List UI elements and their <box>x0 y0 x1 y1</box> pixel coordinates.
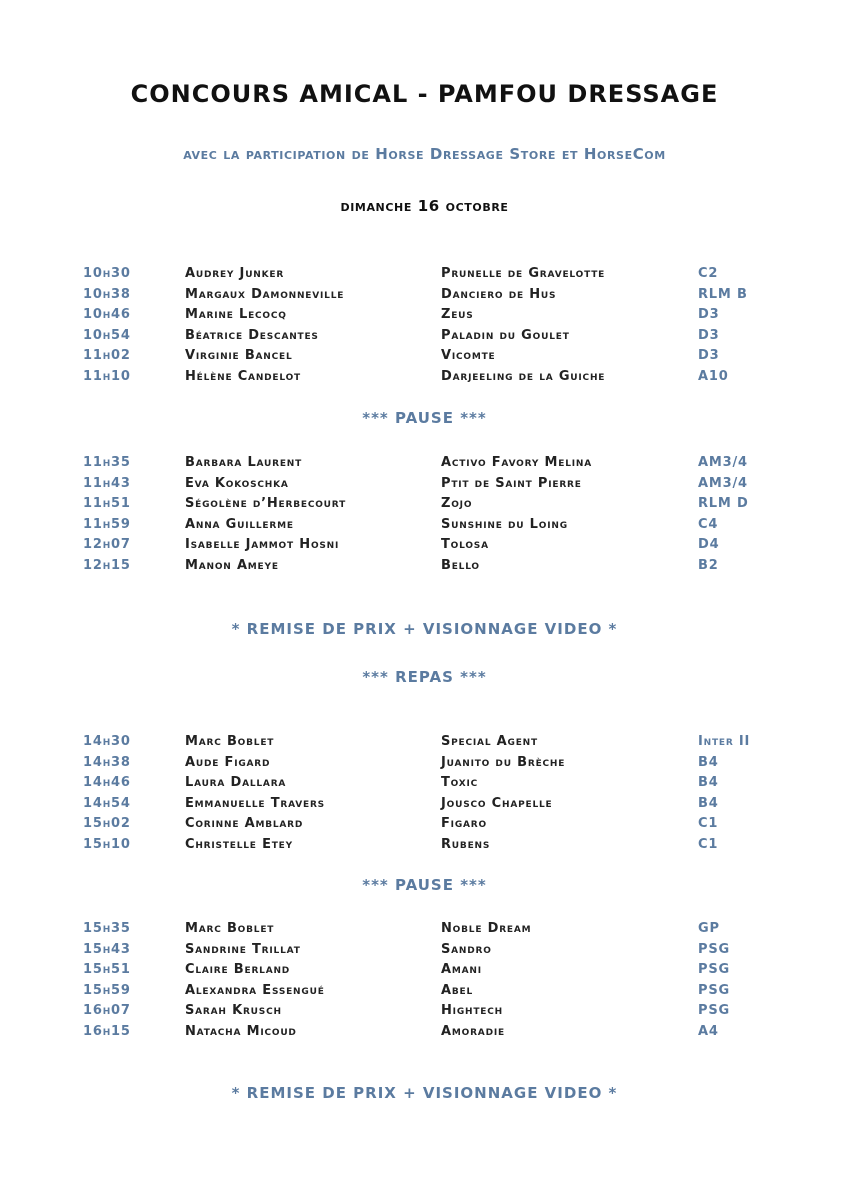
horse-name: Tolosa <box>441 537 489 552</box>
event-date: dimanche 16 octobre <box>340 197 509 215</box>
schedule-row <box>0 264 849 284</box>
prize-ceremony-separator: * REMISE DE PRIX + VISIONNAGE VIDEO * <box>231 620 618 638</box>
schedule-row <box>0 773 849 793</box>
rider-name: Marine Lecocq <box>185 307 287 322</box>
horse-name: Abel <box>441 982 474 998</box>
start-time: 12h15 <box>83 557 131 573</box>
horse-name: Danciero de Hus <box>441 286 557 302</box>
rider-name: Aude Figard <box>185 754 271 770</box>
page-title: CONCOURS AMICAL - PAMFOU DRESSAGE <box>130 80 719 108</box>
schedule-row <box>0 474 849 494</box>
start-time: 16h15 <box>83 1023 131 1039</box>
start-time: 15h43 <box>83 941 131 957</box>
schedule-row <box>0 285 849 305</box>
test-level: Inter II <box>698 734 751 749</box>
rider-name: Claire Berland <box>185 962 291 977</box>
test-level: D3 <box>698 348 720 363</box>
schedule-row <box>0 940 849 960</box>
horse-name: Activo Favory Melina <box>441 455 592 470</box>
test-level: PSG <box>698 941 730 957</box>
schedule-row <box>0 981 849 1001</box>
test-level: C4 <box>698 516 719 532</box>
schedule-row <box>0 753 849 773</box>
horse-name: Vicomte <box>441 348 496 363</box>
schedule-row <box>0 494 849 514</box>
pause-separator: *** PAUSE *** <box>362 409 487 427</box>
test-level: C1 <box>698 816 719 831</box>
test-level: B4 <box>698 775 719 790</box>
test-level: C1 <box>698 836 719 852</box>
rider-name: Sandrine Trillat <box>185 941 301 957</box>
rider-name: Audrey Junker <box>185 266 285 281</box>
schedule-row <box>0 732 849 752</box>
schedule-row <box>0 835 849 855</box>
test-level: GP <box>698 921 720 936</box>
horse-name: Noble Dream <box>441 921 532 936</box>
test-level: AM3/4 <box>698 475 748 491</box>
test-level: C2 <box>698 266 719 281</box>
rider-name: Manon Ameye <box>185 557 279 573</box>
test-level: B2 <box>698 557 719 573</box>
pause-separator: *** PAUSE *** <box>362 876 487 894</box>
horse-name: Rubens <box>441 836 491 852</box>
schedule-row <box>0 453 849 473</box>
horse-name: Amoradie <box>441 1023 505 1039</box>
schedule-row <box>0 814 849 834</box>
schedule-row <box>0 556 849 576</box>
schedule-row <box>0 535 849 555</box>
test-level: D3 <box>698 327 720 343</box>
horse-name: Paladin du Goulet <box>441 327 570 343</box>
test-level: PSG <box>698 982 730 998</box>
horse-name: Amani <box>441 962 482 977</box>
horse-name: Hightech <box>441 1003 503 1018</box>
test-level: PSG <box>698 1003 730 1018</box>
horse-name: Jousco Chapelle <box>441 795 553 811</box>
start-time: 15h10 <box>83 836 131 852</box>
start-time: 15h51 <box>83 962 131 977</box>
rider-name: Hélène Candelot <box>185 368 301 384</box>
rider-name: Barbara Laurent <box>185 455 303 470</box>
test-level: RLM D <box>698 496 749 511</box>
schedule-row <box>0 515 849 535</box>
rider-name: Laura Dallara <box>185 775 287 790</box>
test-level: D4 <box>698 537 720 552</box>
start-time: 11h10 <box>83 368 131 384</box>
start-time: 15h35 <box>83 921 131 936</box>
horse-name: Special Agent <box>441 734 538 749</box>
start-time: 15h59 <box>83 982 131 998</box>
schedule-row <box>0 960 849 980</box>
rider-name: Isabelle Jammot Hosni <box>185 537 340 552</box>
schedule-row <box>0 794 849 814</box>
rider-name: Sarah Krusch <box>185 1003 282 1018</box>
rider-name: Emmanuelle Travers <box>185 795 325 811</box>
rider-name: Marc Boblet <box>185 734 275 749</box>
rider-name: Christelle Etey <box>185 836 293 852</box>
start-time: 10h30 <box>83 266 131 281</box>
schedule-row <box>0 346 849 366</box>
schedule-row <box>0 919 849 939</box>
rider-name: Margaux Damonneville <box>185 286 345 302</box>
start-time: 14h30 <box>83 734 131 749</box>
horse-name: Zeus <box>441 307 474 322</box>
start-time: 11h02 <box>83 348 131 363</box>
start-time: 10h46 <box>83 307 131 322</box>
start-time: 15h02 <box>83 816 131 831</box>
test-level: PSG <box>698 962 730 977</box>
schedule-row <box>0 305 849 325</box>
start-time: 12h07 <box>83 537 131 552</box>
prize-ceremony-separator: * REMISE DE PRIX + VISIONNAGE VIDEO * <box>231 1084 618 1102</box>
test-level: RLM B <box>698 286 748 302</box>
horse-name: Zojo <box>441 496 473 511</box>
horse-name: Figaro <box>441 816 487 831</box>
start-time: 14h54 <box>83 795 131 811</box>
horse-name: Bello <box>441 557 480 573</box>
rider-name: Virginie Bancel <box>185 348 293 363</box>
rider-name: Anna Guillerme <box>185 516 294 532</box>
start-time: 11h51 <box>83 496 131 511</box>
start-time: 10h54 <box>83 327 131 343</box>
start-time: 11h35 <box>83 455 131 470</box>
test-level: B4 <box>698 795 719 811</box>
start-time: 11h59 <box>83 516 131 532</box>
rider-name: Marc Boblet <box>185 921 275 936</box>
schedule-row <box>0 1001 849 1021</box>
horse-name: Juanito du Brèche <box>441 754 566 770</box>
horse-name: Ptit de Saint Pierre <box>441 475 582 491</box>
horse-name: Darjeeling de la Guiche <box>441 368 606 384</box>
horse-name: Prunelle de Gravelotte <box>441 266 606 281</box>
test-level: AM3/4 <box>698 455 748 470</box>
start-time: 14h46 <box>83 775 131 790</box>
schedule-row <box>0 1022 849 1042</box>
horse-name: Toxic <box>441 775 479 790</box>
rider-name: Ségolène d’Herbecourt <box>185 496 347 511</box>
schedule-row <box>0 326 849 346</box>
start-time: 14h38 <box>83 754 131 770</box>
test-level: A10 <box>698 368 729 384</box>
lunch-separator: *** REPAS *** <box>362 668 487 686</box>
rider-name: Eva Kokoschka <box>185 475 289 491</box>
horse-name: Sunshine du Loing <box>441 516 568 532</box>
rider-name: Natacha Micoud <box>185 1023 297 1039</box>
rider-name: Béatrice Descantes <box>185 327 319 343</box>
start-time: 10h38 <box>83 286 131 302</box>
test-level: B4 <box>698 754 719 770</box>
start-time: 16h07 <box>83 1003 131 1018</box>
test-level: D3 <box>698 307 720 322</box>
rider-name: Alexandra Essengué <box>185 982 325 998</box>
horse-name: Sandro <box>441 941 492 957</box>
schedule-row <box>0 367 849 387</box>
page-subtitle: avec la participation de Horse Dressage Store et HorseCom <box>183 145 666 163</box>
start-time: 11h43 <box>83 475 131 491</box>
test-level: A4 <box>698 1023 719 1039</box>
rider-name: Corinne Amblard <box>185 816 304 831</box>
